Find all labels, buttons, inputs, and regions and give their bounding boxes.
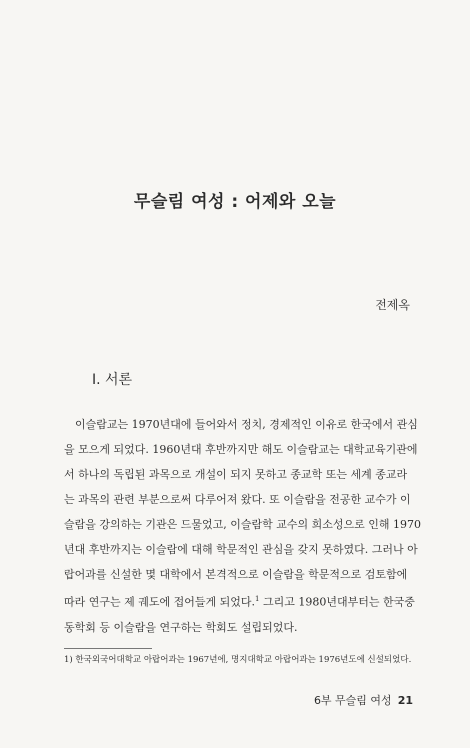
running-footer: 6부 무슬림 여성 xyxy=(313,694,392,707)
author-name: 전제옥 xyxy=(375,298,410,312)
body-line-text: 따라 연구는 제 궤도에 접어들게 되었다. xyxy=(64,595,255,609)
footnote: 1) 한국외국어대학교 아랍어과는 1967년에, 명지대학교 아랍어과는 1976년도에 신설되었다. xyxy=(64,655,412,665)
body-line: 년대 후반까지는 이슬람에 대해 학문적인 관심을 갖지 못하였다. 그러나 아 xyxy=(64,543,418,556)
footnote-divider xyxy=(64,648,152,649)
body-line: 동학회 등 이슬람을 연구하는 학회도 설립되었다. xyxy=(64,620,298,634)
body-line: 이슬람교는 1970년대에 들어와서 정치, 경제적인 이유로 한국에서 관심 xyxy=(75,418,418,431)
body-line-text-continued: 그리고 1980년대부터는 한국중 xyxy=(259,595,415,609)
body-line: 슬람을 강의하는 기관은 드물었고, 이슬람학 교수의 희소성으로 인해 1970 xyxy=(64,518,421,531)
body-line: 는 과목의 관련 부분으로써 다루어져 왔다. 또 이슬람을 전공한 교수가 이 xyxy=(64,493,411,506)
footnote-marker: 1 xyxy=(255,595,260,603)
body-paragraph xyxy=(64,412,421,640)
article-title: 무슬림 여성 : 어제와 오늘 xyxy=(133,192,337,212)
body-line-with-footnote xyxy=(64,587,415,615)
page-number: 21 xyxy=(397,694,413,707)
body-line: 랍어과를 신설한 몇 대학에서 본격적으로 이슬람을 학문적으로 검토함에 xyxy=(64,568,408,581)
body-line: 을 모으게 되었다. 1960년대 후반까지만 해도 이슬람교는 대학교육기관에 xyxy=(64,443,418,456)
page-footer xyxy=(314,692,413,708)
body-line: 서 하나의 독립된 과목으로 개설이 되지 못하고 종교학 또는 세계 종교라 xyxy=(64,468,408,481)
section-heading: I. 서론 xyxy=(92,372,133,388)
